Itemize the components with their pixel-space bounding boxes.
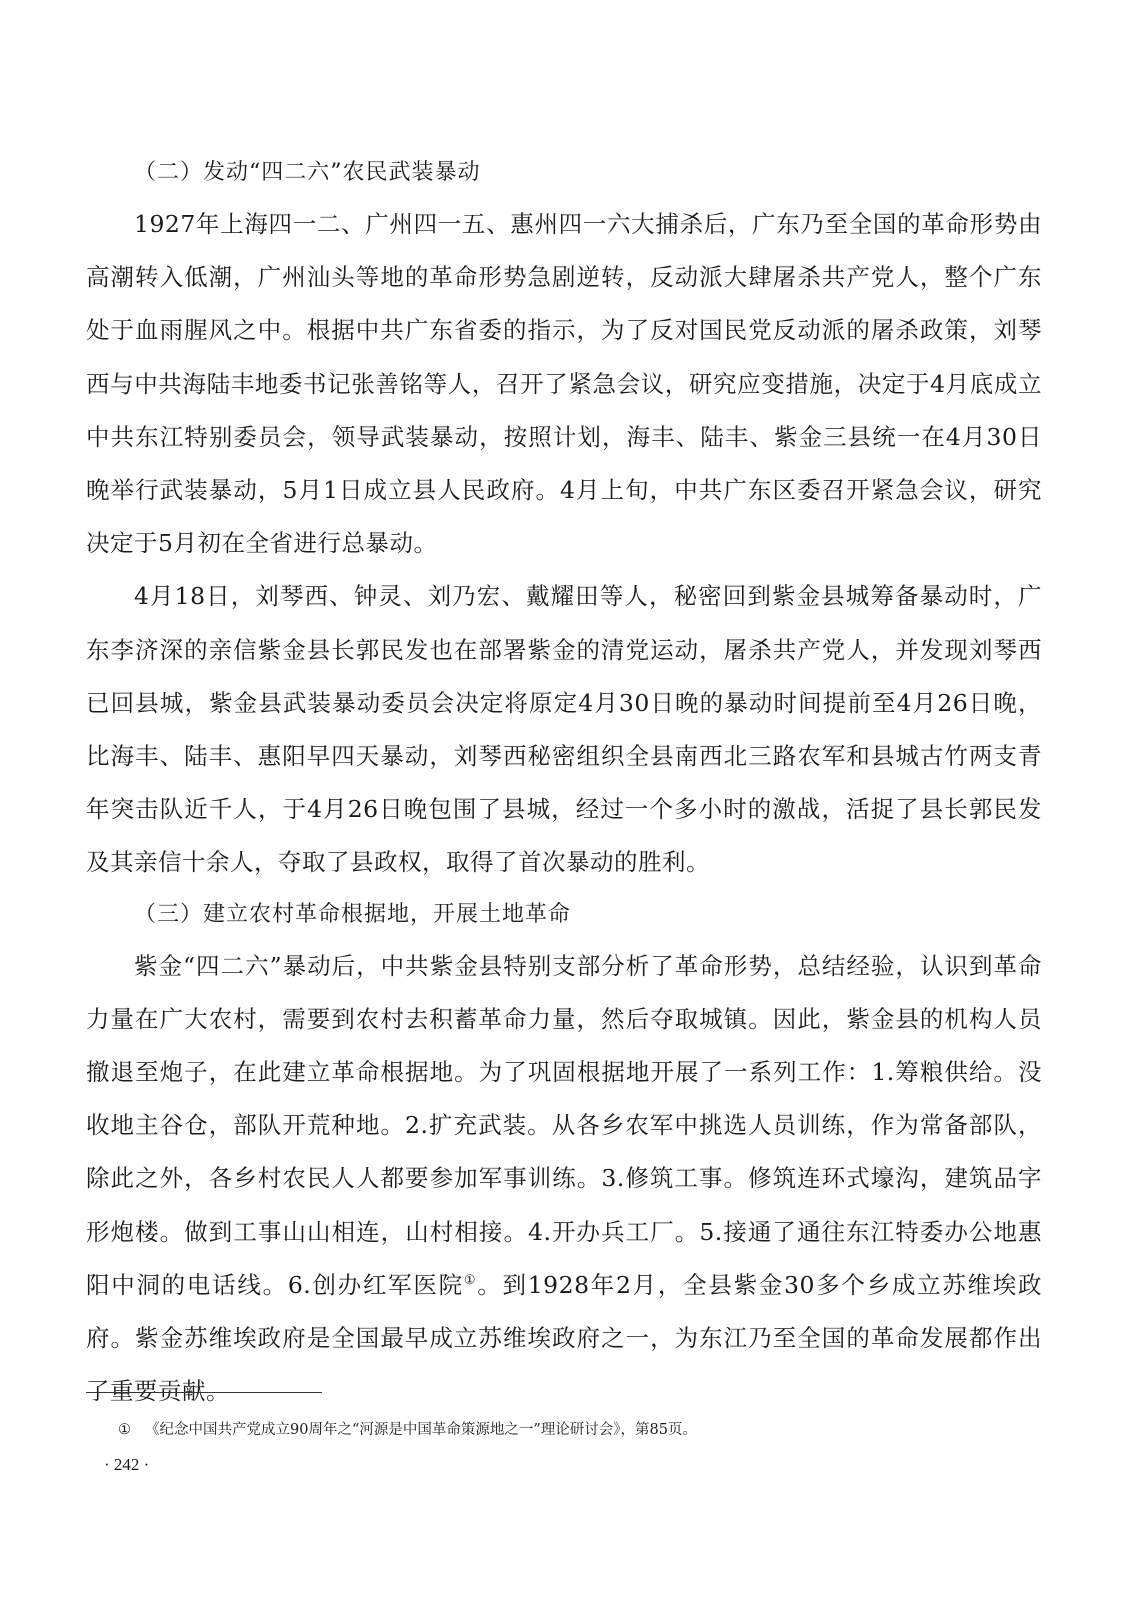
section-heading-3: （三）建立农村革命根据地，开展土地革命 bbox=[134, 901, 572, 927]
footnote bbox=[118, 1420, 697, 1440]
footnote-text: 《纪念中国共产党成立90周年之“河源是中国革命策源地之一”理论研讨会》，第85页。 bbox=[145, 1422, 697, 1438]
footnote-reference: ① bbox=[463, 1273, 478, 1289]
footnote-divider bbox=[86, 1392, 322, 1393]
footnote-mark: ① bbox=[118, 1422, 131, 1438]
paragraph-1: 1927年上海四一二、广州四一五、惠州四一六大捕杀后，广东乃至全国的革命形势由高潮转入低潮，广州汕头等地的革命形势急剧逆转，反动派大肆屠杀共产党人，整个广东处于血雨腥风之中。根据中共广东省委的指示，为了反对国民党反动派的屠杀政策，刘琴西与中共海陆丰地委书记张善铭等人，召开了紧急会议，研究应变措施，决定于4月底成立中共东江特别委员会，领导武装暴动，按照计划，海丰、陆丰、紫金三县统一在4月30日晚举行武装暴动，5月1日成立县人民政府。4月上旬，中共广东区委召开紧急会议，研究决定于5月初在全省进行总暴动。 bbox=[86, 210, 1042, 558]
paragraph-3-text-a: 紫金“四二六”暴动后，中共紫金县特别支部分析了革命形势，总结经验，认识到革命力量在广大农村，需要到农村去积蓄革命力量，然后夺取城镇。因此，紫金县的机构人员撤退至炮子，在此建立革命根据地。为了巩固根据地开展了一系列工作：1.筹粮供给。没收地主谷仓，部队开荒种地。2.扩充武装。从各乡农军中挑选人员训练，作为常备部队，除此之外，各乡村农民人人都要参加军事训练。3.修筑工事。修筑连环式壕沟，建筑品字形炮楼。做到工事山山相连，山村相接。4.开办兵工厂。5.接通了通往东江特委办公地惠阳中洞的电话线。6.创办红军医院 bbox=[86, 951, 1042, 1299]
page-body bbox=[86, 148, 1042, 1418]
paragraph-2: 4月18日，刘琴西、钟灵、刘乃宏、戴耀田等人，秘密回到紫金县城筹备暴动时，广东李济深的亲信紫金县长郭民发也在部署紫金的清党运动，屠杀共产党人，并发现刘琴西已回县城，紫金县武装暴动委员会决定将原定4月30日晚的暴动时间提前至4月26日晚，比海丰、陆丰、惠阳早四天暴动，刘琴西秘密组织全县南西北三路农军和县城古竹两支青年突击队近千人，于4月26日晚包围了县城，经过一个多小时的激战，活捉了县长郭民发及其亲信十余人，夺取了县政权，取得了首次暴动的胜利。 bbox=[86, 582, 1042, 877]
section-heading-2: （二）发动“四二六”农民武装暴动 bbox=[134, 160, 481, 185]
paragraph-3 bbox=[86, 940, 1042, 1419]
page-number: · 242 · bbox=[104, 1455, 150, 1474]
paragraph-3-text-b: 。到1928年2月，全县紫金30多个乡成立苏维埃政府。紫金苏维埃政府是全国最早成立苏维埃政府之一，为东江乃至全国的革命发展都作出了重要贡献。 bbox=[86, 1270, 1042, 1406]
